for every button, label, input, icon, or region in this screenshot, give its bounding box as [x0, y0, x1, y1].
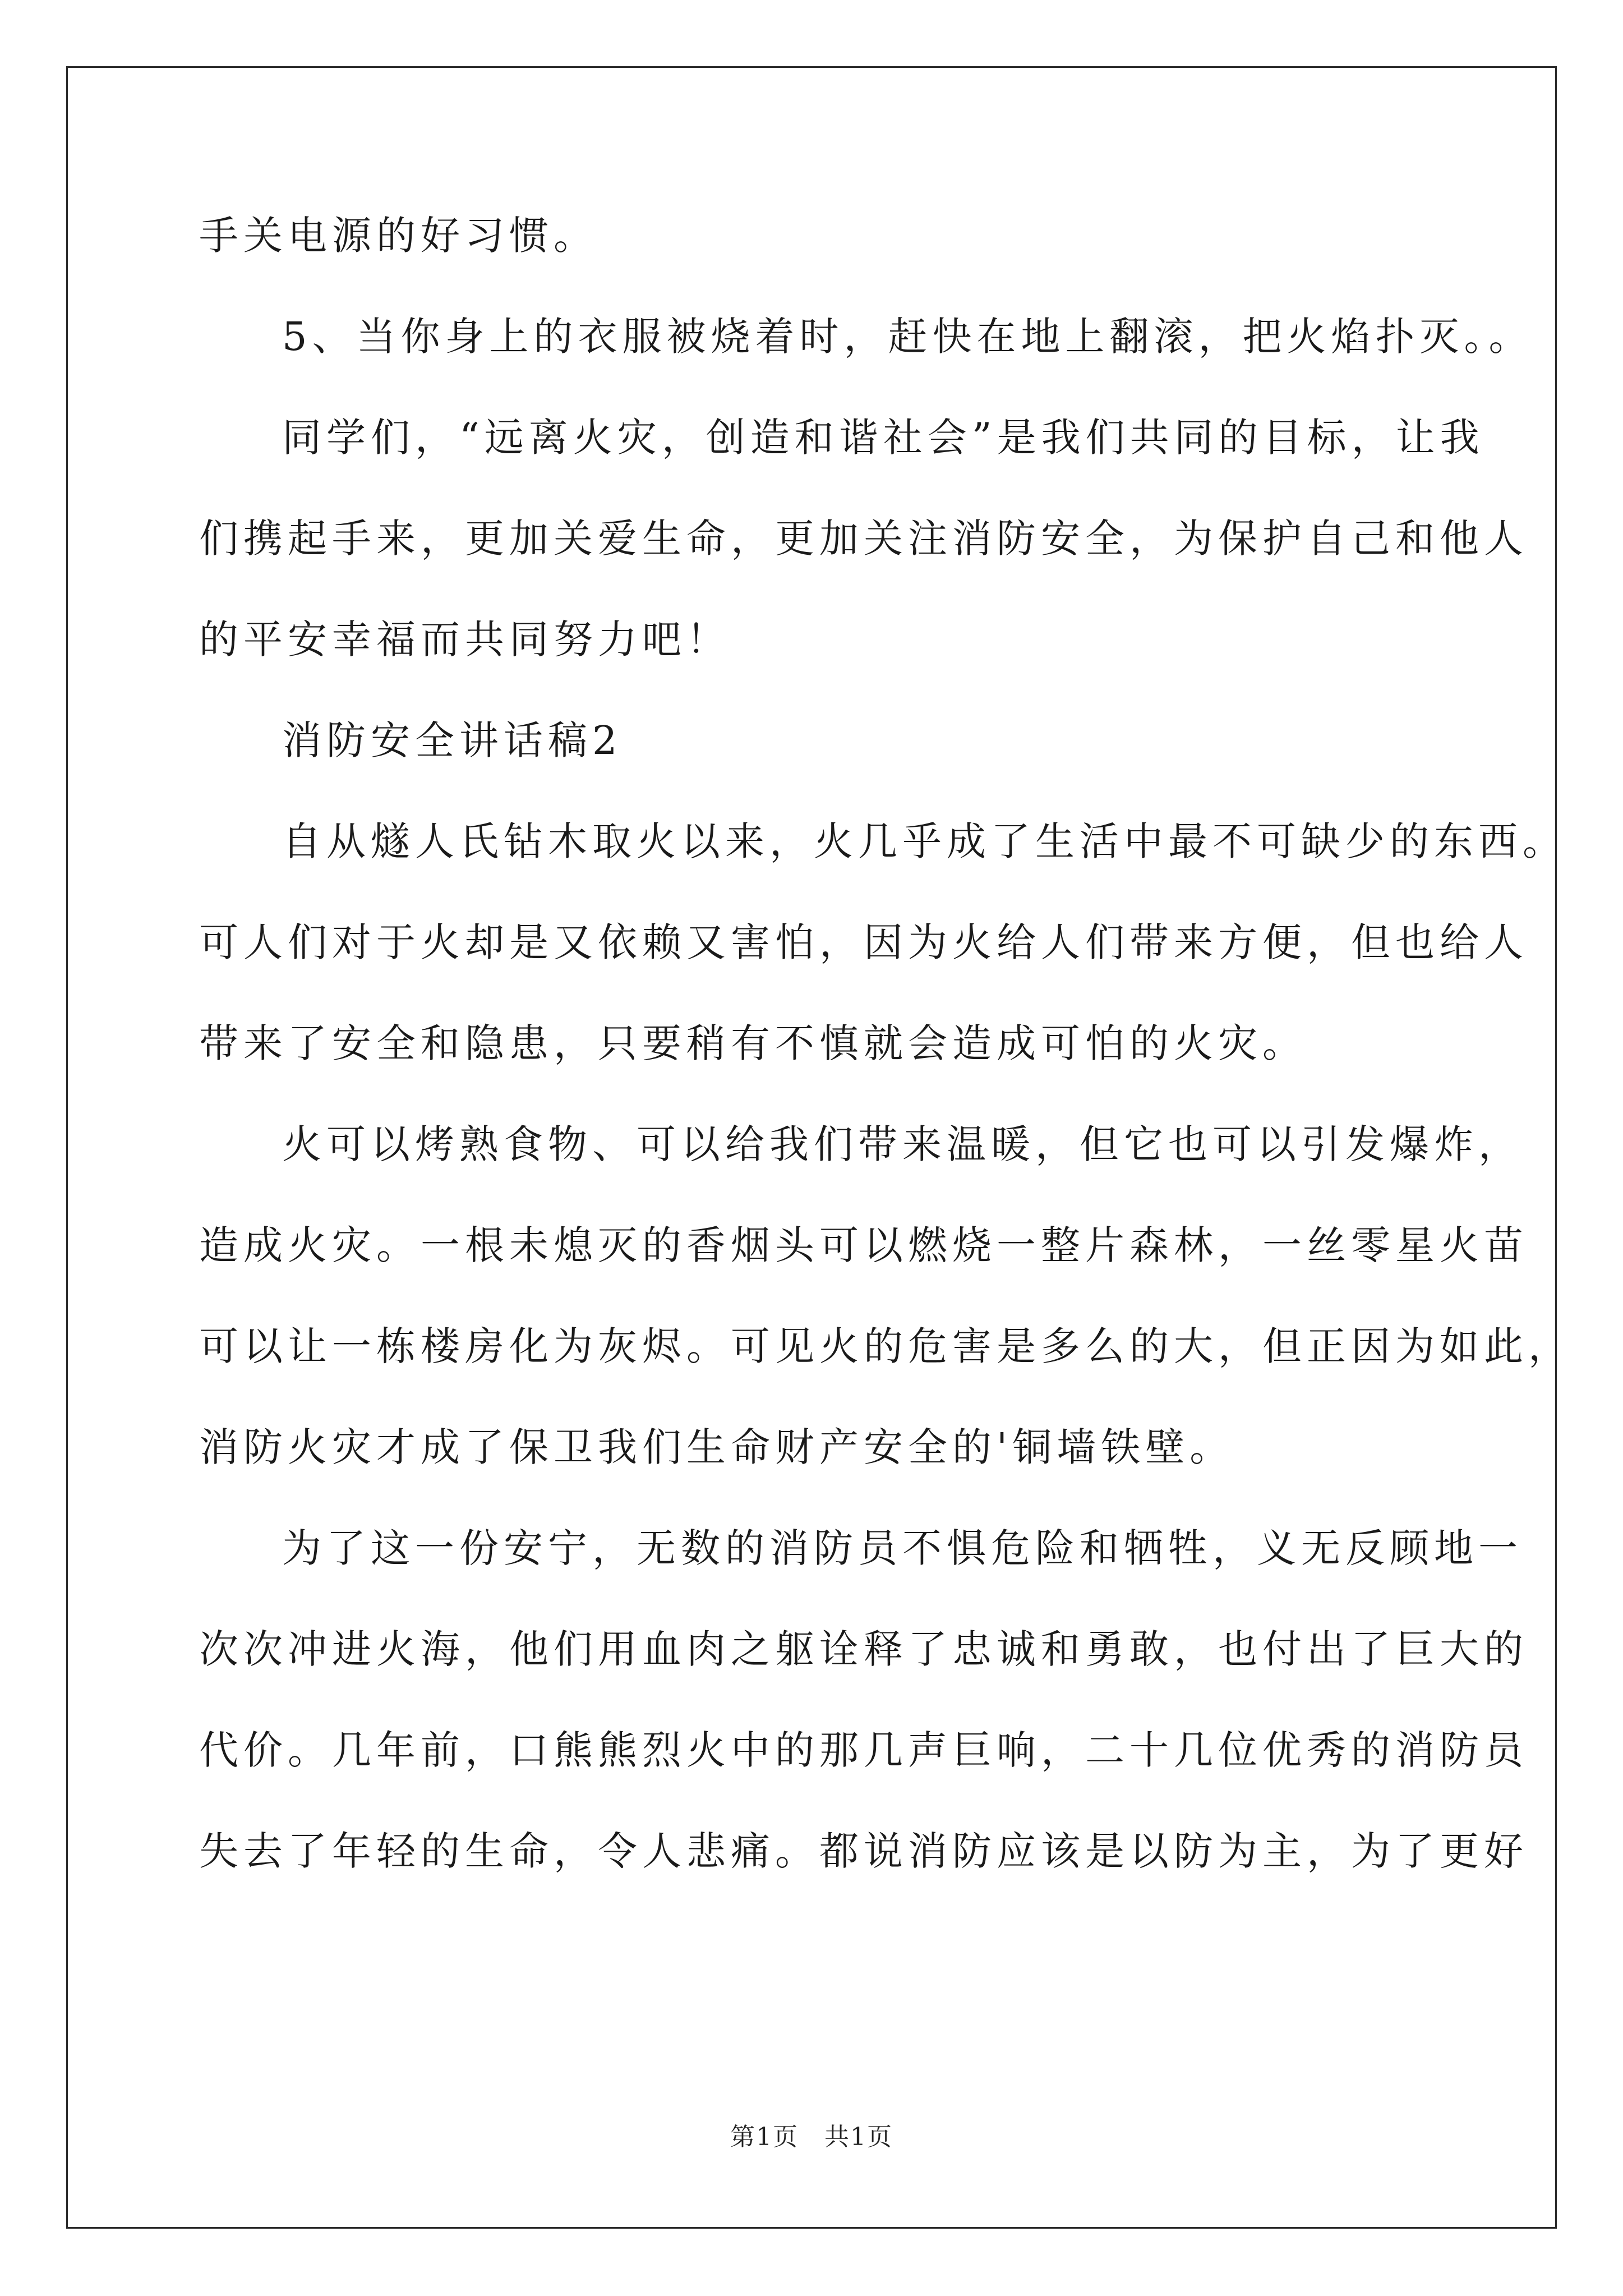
text-line: 失去了年轻的生命，令人悲痛。都说消防应该是以防为主，为了更好 [199, 1828, 1528, 1874]
text-line: 同学们，“远离火灾，创造和谐社会”是我们共同的目标，让我 [282, 415, 1484, 461]
text-line: 为了这一份安宁，无数的消防员不惧危险和牺牲，义无反顾地一 [282, 1525, 1523, 1571]
text-line: 代价。几年前，口熊熊烈火中的那几声巨响，二十几位优秀的消防员 [199, 1727, 1528, 1773]
text-line: 手关电源的好习惯。 [199, 213, 598, 259]
text-line: 造成火灾。一根未熄灭的香烟头可以燃烧一整片森林，一丝零星火苗 [199, 1222, 1528, 1268]
text-line: 可人们对于火却是又依赖又害怕，因为火给人们带来方便，但也给人 [199, 919, 1528, 965]
text-line: 带来了安全和隐患，只要稍有不慎就会造成可怕的火灾。 [199, 1020, 1307, 1066]
text-line: 的平安幸福而共同努力吧！ [199, 616, 731, 662]
text-line: 火可以烤熟食物、可以给我们带来温暖，但它也可以引发爆炸， [282, 1121, 1523, 1167]
text-line: 可以让一栋楼房化为灰烬。可见火的危害是多么的大，但正因为如此， [199, 1323, 1573, 1369]
text-line: 们携起手来，更加关爱生命，更加关注消防安全，为保护自己和他人 [199, 516, 1528, 562]
text-line: 次次冲进火海，他们用血肉之躯诠释了忠诚和勇敢，也付出了巨大的 [199, 1626, 1528, 1672]
text-line: 消防火灾才成了保卫我们生命财产安全的'铜墙铁壁。 [199, 1424, 1234, 1470]
text-line: 5、当你身上的衣服被烧着时，赶快在地上翻滚，把火焰扑灭。。 [282, 314, 1533, 360]
section-heading: 消防安全讲话稿2 [282, 717, 623, 763]
text-line: 自从燧人氏钻木取火以来，火几乎成了生活中最不可缺少的东西。 [282, 818, 1567, 864]
page-number-footer: 第1页 共1页 [730, 2123, 893, 2151]
